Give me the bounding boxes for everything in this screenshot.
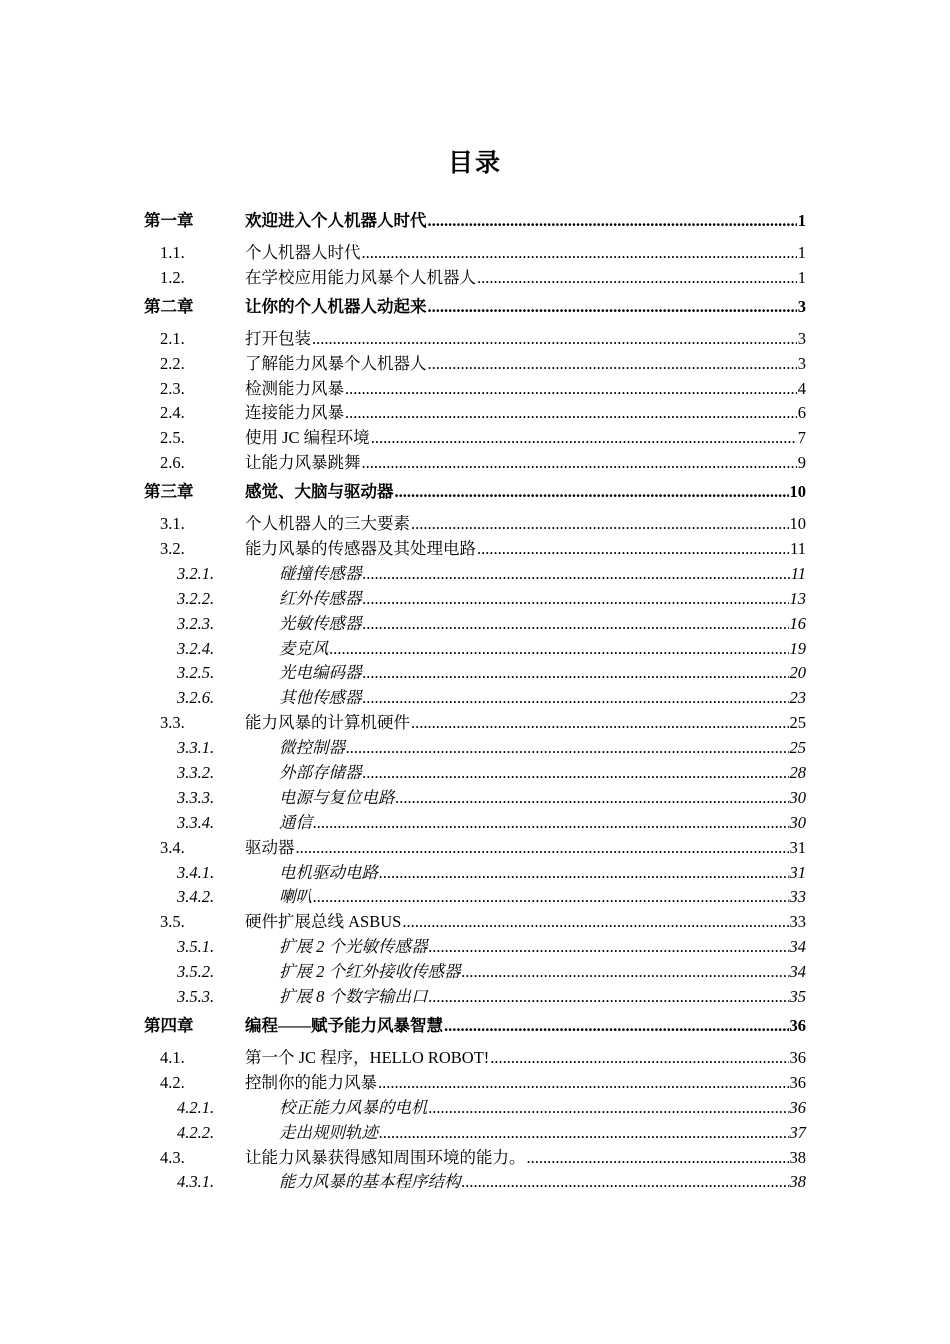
dot-leader	[411, 713, 789, 733]
toc-entry-label: 能力风暴的传感器及其处理电路	[245, 539, 476, 559]
dot-leader	[345, 379, 797, 399]
toc-entry-page: 31	[789, 837, 806, 857]
dot-leader	[371, 428, 797, 448]
toc-entry-number: 3.3.4.	[177, 812, 215, 832]
toc-section-entry[interactable]	[144, 709, 806, 734]
toc-entry-label: 校正能力风暴的电机	[279, 1097, 428, 1117]
toc-entry-label: 感觉、大脑与驱动器	[245, 482, 394, 502]
toc-entry-label: 红外传感器	[279, 588, 362, 608]
toc-entry-number: 3.2.2.	[177, 588, 215, 608]
dot-leader	[428, 297, 797, 317]
toc-entry-page: 33	[789, 912, 806, 932]
dot-leader	[462, 962, 789, 982]
toc-entry-label: 光电编码器	[279, 663, 362, 683]
dot-leader	[444, 1016, 789, 1036]
toc-entry-number: 2.2.	[160, 353, 185, 373]
toc-section-entry[interactable]	[144, 734, 806, 759]
toc-entry-number: 3.3.3.	[177, 787, 215, 807]
toc-entry-label: 编程——赋予能力风暴智慧	[245, 1015, 443, 1035]
toc-entry-page: 11	[790, 539, 806, 559]
toc-section-entry[interactable]	[144, 759, 806, 784]
toc-section-entry[interactable]	[144, 510, 806, 535]
toc-entry-number: 3.3.	[160, 713, 185, 733]
toc-entry-label: 走出规则轨迹	[279, 1122, 378, 1142]
toc-section-entry[interactable]	[144, 585, 806, 610]
toc-entry-number: 4.2.	[160, 1072, 185, 1092]
dot-leader	[402, 912, 788, 932]
toc-entry-page: 31	[789, 862, 806, 882]
toc-entry-label: 光敏传感器	[279, 613, 362, 633]
toc-entry-number: 4.3.1.	[177, 1172, 215, 1192]
toc-section-entry[interactable]	[144, 883, 806, 908]
dot-leader	[362, 243, 797, 263]
dot-leader	[411, 514, 789, 534]
dot-leader	[378, 1073, 789, 1093]
toc-entry-page: 9	[797, 453, 806, 473]
toc-entry-page: 1	[797, 211, 806, 230]
dot-leader	[363, 589, 789, 609]
toc-section-entry[interactable]	[144, 399, 806, 424]
toc-entry-label: 硬件扩展总线 ASBUS	[245, 912, 402, 932]
dot-leader	[363, 663, 789, 683]
toc-entry-label: 麦克风	[279, 638, 329, 658]
dot-leader	[330, 639, 789, 659]
toc-section-entry[interactable]	[144, 325, 806, 350]
toc-entry-page: 37	[789, 1122, 806, 1142]
toc-entry-label: 个人机器人的三大要素	[245, 514, 410, 534]
toc-entry-label: 连接能力风暴	[245, 403, 344, 423]
dot-leader	[363, 763, 789, 783]
toc-entry-page: 38	[789, 1147, 806, 1167]
toc-section-entry[interactable]	[144, 1094, 806, 1119]
toc-entry-page: 30	[789, 812, 806, 832]
toc-entry-number: 3.4.2.	[177, 887, 215, 907]
dot-leader	[313, 813, 789, 833]
toc-entry-number: 4.2.1.	[177, 1097, 215, 1117]
toc-section-entry[interactable]	[144, 958, 806, 983]
toc-section-entry[interactable]	[144, 809, 806, 834]
toc-entry-number: 2.6.	[160, 453, 185, 473]
dot-leader	[428, 211, 797, 231]
toc-section-entry[interactable]	[144, 610, 806, 635]
dot-leader	[312, 329, 797, 349]
toc-entry-label: 第一个 JC 程序，HELLO ROBOT!	[245, 1047, 490, 1067]
toc-chapter-entry[interactable]	[144, 478, 806, 504]
toc-entry-page: 25	[789, 713, 806, 733]
toc-section-entry[interactable]	[144, 784, 806, 809]
toc-entry-label: 电机驱动电路	[279, 862, 378, 882]
toc-entry-label: 碰撞传感器	[279, 563, 362, 583]
toc-entry-page: 38	[789, 1172, 806, 1192]
toc-entry-page: 20	[789, 663, 806, 683]
toc-section-entry[interactable]	[144, 983, 806, 1008]
toc-entry-number: 3.2.	[160, 539, 185, 559]
toc-entry-page: 28	[789, 763, 806, 783]
toc-section-entry[interactable]	[144, 908, 806, 933]
dot-leader	[346, 738, 789, 758]
toc-entry-number: 第一章	[144, 211, 194, 230]
toc-entry-page: 36	[789, 1047, 806, 1067]
toc-entry-page: 30	[789, 787, 806, 807]
toc-entry-number: 3.4.	[160, 837, 185, 857]
toc-entry-number: 第三章	[144, 482, 194, 502]
toc-section-entry[interactable]	[144, 859, 806, 884]
toc-entry-number: 3.2.5.	[177, 663, 215, 683]
toc-entry-number: 3.3.2.	[177, 763, 215, 783]
toc-entry-label: 扩展 2 个光敏传感器	[279, 937, 428, 957]
toc-entry-number: 第二章	[144, 296, 194, 316]
toc-entry-label: 能力风暴的计算机硬件	[245, 713, 410, 733]
toc-entry-label: 让能力风暴获得感知周围环境的能力。	[245, 1147, 526, 1167]
toc-entry-label: 欢迎进入个人机器人时代	[245, 211, 427, 230]
toc-entry-number: 3.2.4.	[177, 638, 215, 658]
toc-entry-page: 11	[790, 563, 806, 583]
dot-leader	[462, 1172, 789, 1192]
toc-section-entry[interactable]	[144, 449, 806, 474]
toc-entry-label: 喇叭	[279, 887, 312, 907]
toc-entry-label: 扩展 8 个数字输出口	[279, 987, 428, 1007]
page-title: 目录	[447, 150, 502, 177]
toc-section-entry[interactable]	[144, 1069, 806, 1094]
toc-entry-page: 3	[797, 328, 806, 348]
toc-section-entry[interactable]	[144, 684, 806, 709]
toc-entry-label: 使用 JC 编程环境	[245, 428, 370, 448]
toc-section-entry[interactable]	[144, 424, 806, 449]
toc-section-entry[interactable]	[144, 635, 806, 660]
toc-entry-page: 23	[789, 688, 806, 708]
toc-entry-label: 其他传感器	[279, 688, 362, 708]
toc-entry-number: 3.2.6.	[177, 688, 215, 708]
toc-entry-label: 电源与复位电路	[279, 787, 395, 807]
toc-entry-number: 3.3.1.	[177, 738, 215, 758]
toc-entry-number: 3.2.3.	[177, 613, 215, 633]
toc-chapter-entry[interactable]	[144, 293, 806, 319]
toc-section-entry[interactable]	[144, 239, 806, 264]
toc-section-entry[interactable]	[144, 834, 806, 859]
toc-section-entry[interactable]	[144, 659, 806, 684]
toc-section-entry[interactable]	[144, 1044, 806, 1069]
toc-entry-page: 10	[789, 514, 806, 534]
toc-entry-page: 6	[797, 403, 806, 423]
toc-entry-label: 能力风暴的基本程序结构	[279, 1172, 461, 1192]
toc-entry-number: 4.3.	[160, 1147, 185, 1167]
toc-entry-label: 在学校应用能力风暴个人机器人	[245, 267, 476, 287]
dot-leader	[363, 564, 790, 584]
dot-leader	[379, 863, 789, 883]
dot-leader	[429, 1098, 789, 1118]
dot-leader	[396, 788, 789, 808]
dot-leader	[296, 838, 789, 858]
dot-leader	[362, 453, 797, 473]
toc-entry-page: 34	[789, 962, 806, 982]
toc-entry-number: 3.4.1.	[177, 862, 215, 882]
toc-entry-label: 了解能力风暴个人机器人	[245, 353, 427, 373]
dot-leader	[363, 688, 789, 708]
toc-entry-number: 第四章	[144, 1015, 194, 1035]
toc-entry-label: 打开包装	[245, 328, 311, 348]
dot-leader	[490, 1048, 788, 1068]
toc-entry-page: 1	[797, 243, 806, 262]
toc-section-entry[interactable]	[144, 933, 806, 958]
toc-chapter-entry[interactable]	[144, 1012, 806, 1038]
toc-entry-page: 3	[797, 296, 806, 316]
toc-entry-page: 33	[789, 887, 806, 907]
toc-chapter-entry[interactable]	[144, 207, 806, 233]
toc-entry-page: 35	[789, 987, 806, 1007]
toc-entry-label: 驱动器	[245, 837, 295, 857]
toc-entry-number: 3.2.1.	[177, 563, 215, 583]
toc-entry-number: 2.3.	[160, 378, 185, 398]
toc-entry-label: 控制你的能力风暴	[245, 1072, 377, 1092]
dot-leader	[477, 539, 789, 559]
dot-leader	[395, 482, 789, 502]
toc-entry-number: 3.5.	[160, 912, 185, 932]
toc-entry-number: 4.1.	[160, 1047, 185, 1067]
toc-entry-label: 个人机器人时代	[245, 243, 361, 262]
toc-entry-page: 36	[789, 1072, 806, 1092]
toc-entry-page: 1	[797, 267, 806, 287]
toc-entry-page: 10	[789, 482, 806, 502]
toc-entry-page: 34	[789, 937, 806, 957]
toc-entry-number: 1.2.	[160, 267, 185, 287]
table-of-contents	[144, 203, 806, 1193]
toc-entry-number: 2.5.	[160, 428, 185, 448]
toc-entry-label: 让你的个人机器人动起来	[245, 296, 427, 316]
toc-entry-page: 19	[789, 638, 806, 658]
dot-leader	[477, 268, 797, 288]
toc-section-entry[interactable]	[144, 350, 806, 375]
toc-entry-number: 2.1.	[160, 328, 185, 348]
toc-section-entry[interactable]	[144, 560, 806, 585]
dot-leader	[527, 1148, 789, 1168]
toc-section-entry[interactable]	[144, 1119, 806, 1144]
toc-entry-label: 外部存储器	[279, 763, 362, 783]
dot-leader	[313, 887, 789, 907]
toc-entry-page: 36	[789, 1015, 806, 1035]
toc-entry-label: 检测能力风暴	[245, 378, 344, 398]
toc-section-entry[interactable]	[144, 1144, 806, 1169]
dot-leader	[429, 937, 789, 957]
toc-entry-number: 3.5.1.	[177, 937, 215, 957]
dot-leader	[345, 403, 797, 423]
toc-entry-number: 3.5.2.	[177, 962, 215, 982]
toc-entry-label: 让能力风暴跳舞	[245, 453, 361, 473]
dot-leader	[363, 614, 789, 634]
dot-leader	[379, 1123, 789, 1143]
toc-entry-number: 4.2.2.	[177, 1122, 215, 1142]
toc-entry-page: 25	[789, 738, 806, 758]
toc-entry-page: 13	[789, 588, 806, 608]
toc-entry-page: 7	[797, 428, 806, 448]
toc-entry-number: 3.1.	[160, 514, 185, 534]
dot-leader	[428, 354, 797, 374]
toc-section-entry[interactable]	[144, 264, 806, 289]
toc-entry-page: 3	[797, 353, 806, 373]
dot-leader	[429, 987, 789, 1007]
toc-entry-number: 3.5.3.	[177, 987, 215, 1007]
toc-section-entry[interactable]	[144, 535, 806, 560]
toc-entry-number: 1.1.	[160, 243, 185, 262]
toc-entry-page: 16	[789, 613, 806, 633]
toc-entry-page: 36	[789, 1097, 806, 1117]
toc-section-entry[interactable]	[144, 375, 806, 400]
toc-entry-label: 通信	[279, 812, 312, 832]
toc-entry-number: 2.4.	[160, 403, 185, 423]
toc-entry-label: 微控制器	[279, 738, 345, 758]
toc-entry-label: 扩展 2 个红外接收传感器	[279, 962, 461, 982]
toc-entry-page: 4	[797, 378, 806, 398]
toc-section-entry[interactable]	[144, 1168, 806, 1193]
